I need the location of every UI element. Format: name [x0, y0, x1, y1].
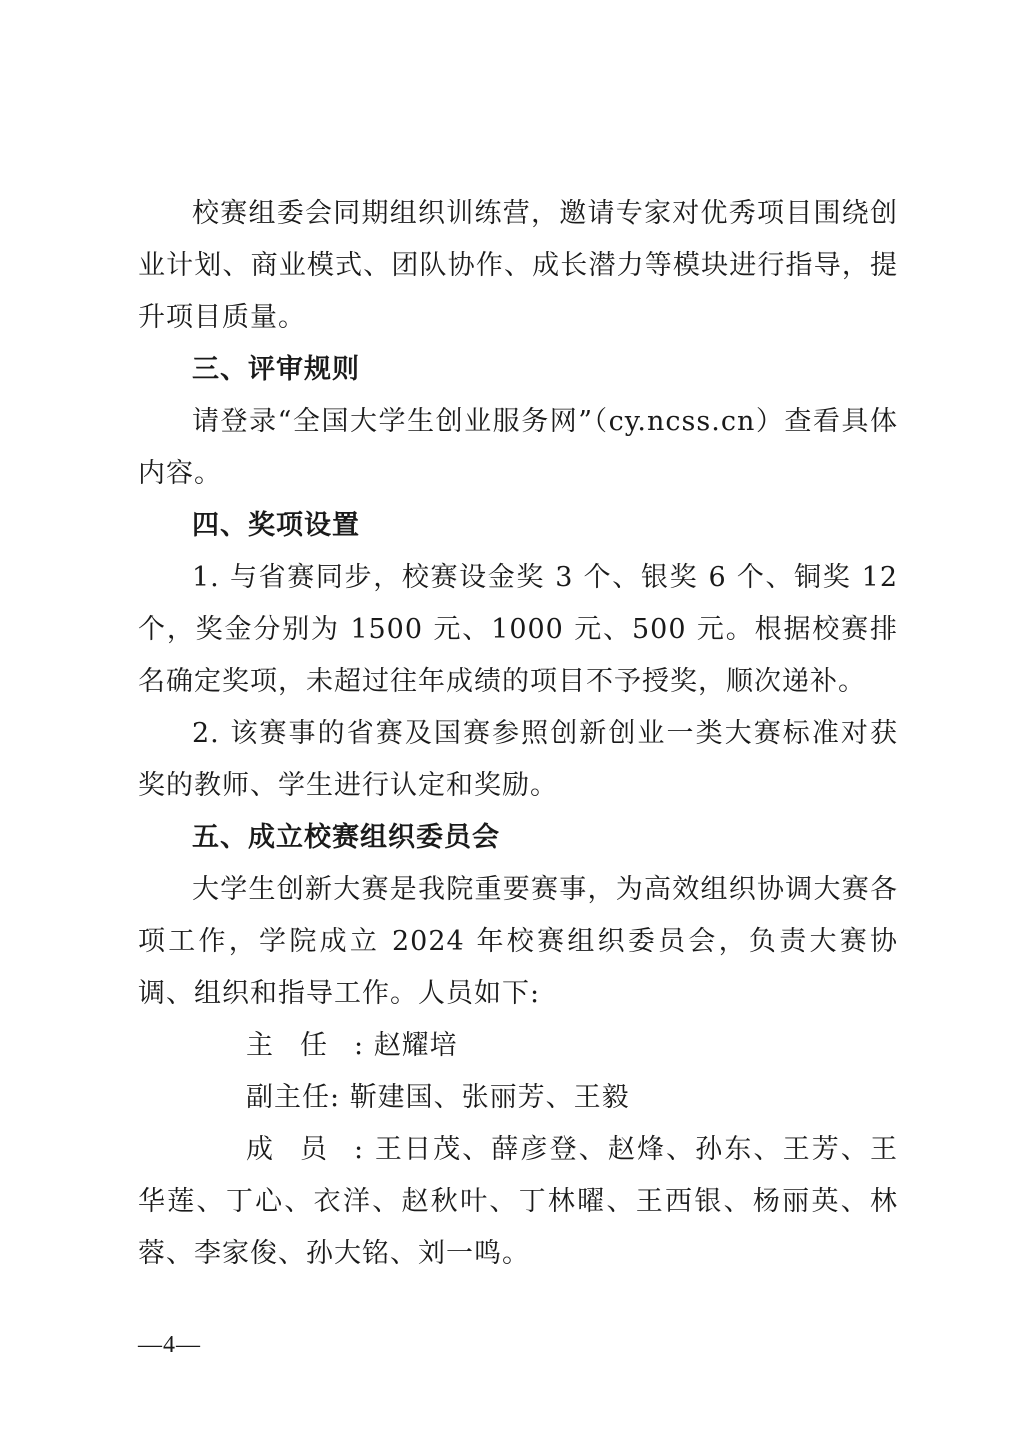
paragraph-committee-intro: 大学生创新大赛是我院重要赛事，为高效组织协调大赛各项工作，学院成立 2024 年校赛组织委员会，负责大赛协调、组织和指导工作。人员如下:: [138, 874, 898, 1009]
section-heading-review-rules: 三、评审规则: [192, 354, 360, 385]
document-body: [138, 188, 898, 1280]
section-heading-awards: 四、奖项设置: [192, 510, 360, 541]
page-number: —4—: [138, 1332, 201, 1358]
director-names: 赵耀培: [373, 1030, 458, 1061]
paragraph-awards-1: 1. 与省赛同步，校赛设金奖 3 个、银奖 6 个、铜奖 12 个，奖金分别为 1500 元、1000 元、500 元。根据校赛排名确定奖项，未超过往年成绩的项目不予授奖，顺次递补。: [138, 562, 898, 697]
members-names: 王日茂、薛彦登、赵烽、孙东、王芳、王华莲、丁心、衣洋、赵秋叶、丁林曜、王西银、杨丽英、林蓉、李家俊、孙大铭、刘一鸣。: [138, 1134, 898, 1269]
deputy-label: 副主任: [246, 1082, 330, 1113]
members-label: 成员: [246, 1134, 354, 1165]
deputy-names: 靳建国、张丽芳、王毅: [349, 1082, 630, 1113]
director-separator: :: [354, 1030, 374, 1061]
committee-director-row: [138, 1020, 898, 1072]
paragraph-training-camp: 校赛组委会同期组织训练营，邀请专家对优秀项目围绕创业计划、商业模式、团队协作、成长潜力等模块进行指导，提升项目质量。: [138, 198, 898, 333]
director-label: 主任: [246, 1030, 354, 1061]
committee-members-row: [138, 1124, 898, 1280]
section-heading-committee: 五、成立校赛组织委员会: [192, 822, 500, 853]
deputy-separator: :: [330, 1082, 350, 1113]
members-separator: :: [354, 1134, 375, 1165]
paragraph-awards-2: 2. 该赛事的省赛及国赛参照创新创业一类大赛标准对获奖的教师、学生进行认定和奖励。: [138, 718, 898, 801]
committee-deputy-row: [138, 1072, 898, 1124]
paragraph-review-rules: 请登录“全国大学生创业服务网”（cy.ncss.cn）查看具体内容。: [138, 406, 898, 489]
